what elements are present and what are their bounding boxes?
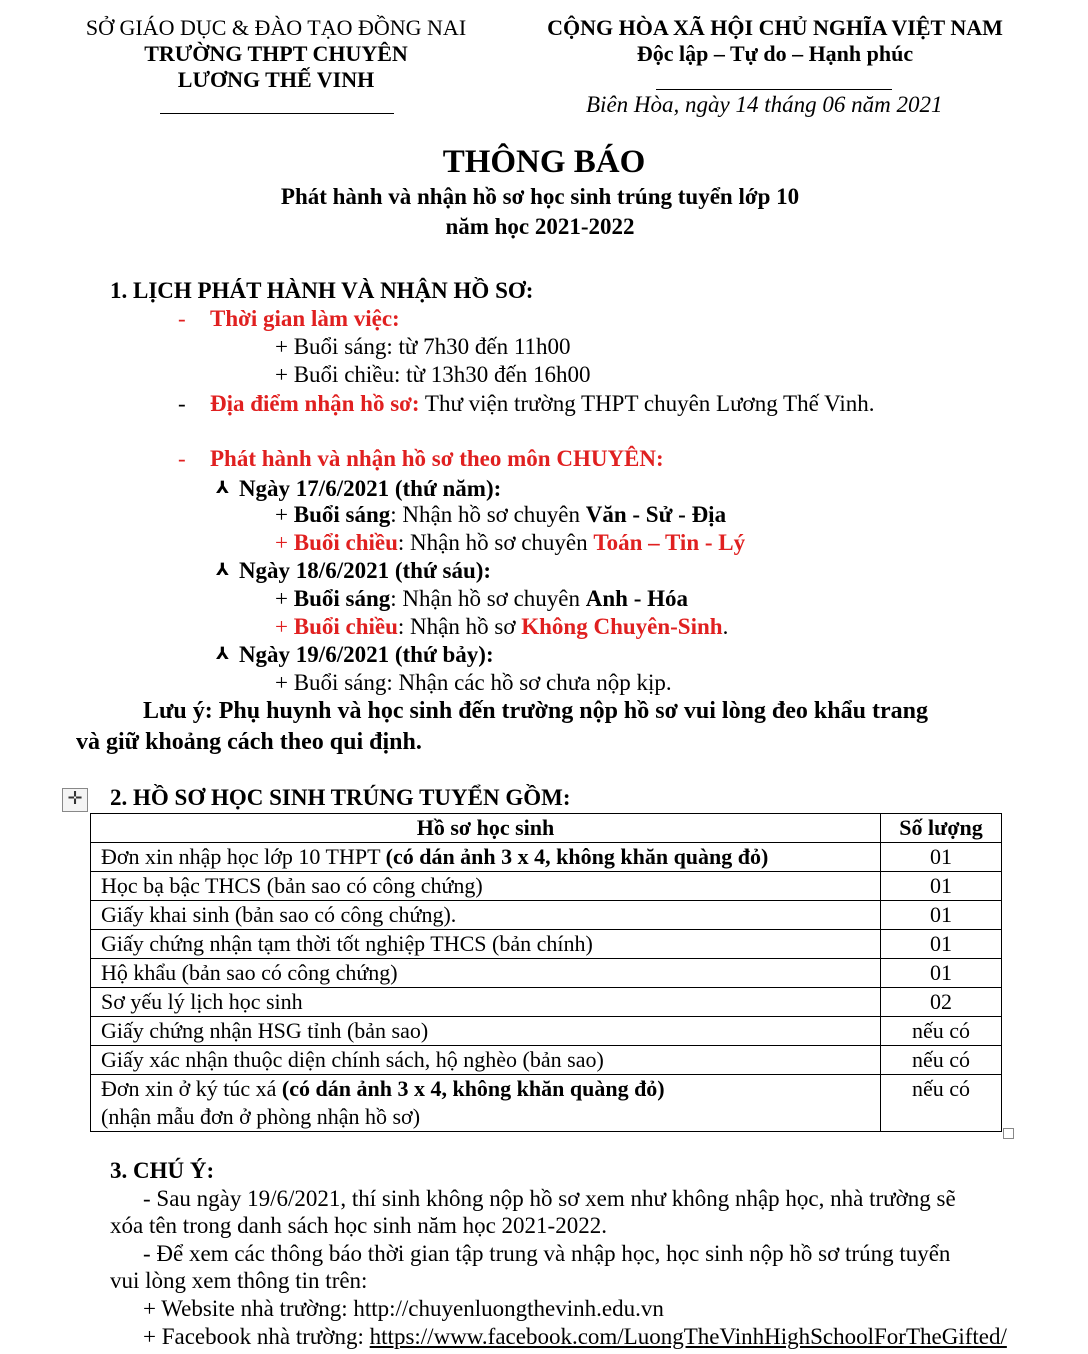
day1-morning-text: : Nhận hồ sơ chuyên xyxy=(390,502,586,527)
table-row xyxy=(91,1046,1002,1075)
document-name: Học bạ bậc THCS (bản sao có công chứng) xyxy=(101,873,483,898)
document-cell xyxy=(91,930,881,959)
notice-p2-line2: vui lòng xem thông tin trên: xyxy=(110,1268,368,1293)
work-time-afternoon: + Buổi chiều: từ 13h30 đến 16h00 xyxy=(275,362,591,387)
document-name: Sơ yếu lý lịch học sinh xyxy=(101,989,303,1014)
day2-afternoon-label: Buổi chiều xyxy=(293,614,398,639)
document-name: Đơn xin ở ký túc xá xyxy=(101,1076,282,1101)
header-left-line3: LƯƠNG THẾ VINH xyxy=(177,67,375,92)
day1-label: Ngày 17/6/2021 (thứ năm): xyxy=(238,476,502,501)
document-cell xyxy=(91,843,881,872)
website-link[interactable]: http://chuyenluongthevinh.edu.vn xyxy=(353,1296,664,1321)
location-value: Thư viện trường THPT chuyên Lương Thế Vinh. xyxy=(419,391,875,416)
table-resize-handle[interactable] xyxy=(1003,1128,1014,1139)
document-note: (có dán ảnh 3 x 4, không khăn quàng đỏ) xyxy=(281,1076,665,1101)
bullet-arrow-icon: ⅄ xyxy=(216,478,229,497)
header-right-line2: Độc lập – Tự do – Hạnh phúc xyxy=(636,41,914,66)
website-label: + Website nhà trường: xyxy=(143,1296,354,1321)
day2-afternoon-period: . xyxy=(722,614,729,639)
notice-p1-line2: xóa tên trong danh sách học sinh năm học 2021-2022. xyxy=(110,1213,607,1238)
day1-afternoon-subjects: Toán – Tin - Lý xyxy=(593,530,746,555)
day2-afternoon-subjects: Không Chuyên-Sinh xyxy=(521,614,723,639)
quantity-cell: nếu có xyxy=(881,1075,1002,1132)
location-line xyxy=(210,391,875,417)
day1-morning xyxy=(275,502,726,528)
column-header-quantity: Số lượng xyxy=(881,814,1002,843)
day2-line xyxy=(216,558,491,584)
table-header-row xyxy=(91,814,1002,843)
quantity-cell: 01 xyxy=(881,959,1002,988)
quantity-cell: 02 xyxy=(881,988,1002,1017)
header-left-rule xyxy=(160,113,394,114)
header-left-line1: SỞ GIÁO DỤC & ĐÀO TẠO ĐỒNG NAI xyxy=(85,15,467,40)
facebook-link[interactable]: https://www.facebook.com/LuongTheVinhHighSchoolForTheGifted/ xyxy=(369,1324,1007,1349)
quantity-cell: 01 xyxy=(881,843,1002,872)
table-row xyxy=(91,959,1002,988)
day1-afternoon-prefix: + xyxy=(275,530,294,555)
table-row xyxy=(91,988,1002,1017)
day3-line xyxy=(216,642,494,668)
documents-table xyxy=(90,813,1002,1132)
notice-p2-line1: - Để xem các thông báo thời gian tập trung và nhập học, học sinh nộp hồ sơ trúng tuyển xyxy=(143,1241,951,1266)
day2-afternoon xyxy=(275,614,728,640)
quantity-cell: 01 xyxy=(881,930,1002,959)
section2-heading: 2. HỒ SƠ HỌC SINH TRÚNG TUYỂN GỒM: xyxy=(110,785,571,810)
bullet-arrow-icon: ⅄ xyxy=(216,560,229,579)
table-row xyxy=(91,843,1002,872)
document-name: Giấy chứng nhận tạm thời tốt nghiệp THCS (bản chính) xyxy=(101,931,593,956)
notice-p1-line1: - Sau ngày 19/6/2021, thí sinh không nộp hồ sơ xem như không nhập học, nhà trường sẽ xyxy=(143,1186,956,1211)
document-cell xyxy=(91,988,881,1017)
work-time-morning: + Buổi sáng: từ 7h30 đến 11h00 xyxy=(275,334,571,359)
document-extra: (nhận mẫu đơn ở phòng nhận hồ sơ) xyxy=(101,1104,421,1129)
document-cell xyxy=(91,901,881,930)
document-name: Giấy xác nhận thuộc diện chính sách, hộ nghèo (bản sao) xyxy=(101,1047,604,1072)
document-name: Giấy chứng nhận HSG tỉnh (bản sao) xyxy=(101,1018,429,1043)
table-row xyxy=(91,1075,1002,1132)
day2-afternoon-prefix: + xyxy=(275,614,294,639)
table-row xyxy=(91,1017,1002,1046)
table-row xyxy=(91,930,1002,959)
day2-label: Ngày 18/6/2021 (thứ sáu): xyxy=(238,558,492,583)
title-sub2: năm học 2021-2022 xyxy=(445,214,635,239)
quantity-cell: 01 xyxy=(881,901,1002,930)
note-line2: và giữ khoảng cách theo qui định. xyxy=(76,729,422,755)
day1-afternoon-text: : Nhận hồ sơ chuyên xyxy=(397,530,594,555)
dash-schedule: - xyxy=(178,446,186,471)
documents-table-body xyxy=(91,843,1002,1132)
title-sub1: Phát hành và nhận hồ sơ học sinh trúng tuyển lớp 10 xyxy=(280,184,800,209)
document-name: Giấy khai sinh (bản sao có công chứng). xyxy=(101,902,457,927)
header-right-line1: CỘNG HÒA XÃ HỘI CHỦ NGHĨA VIỆT NAM xyxy=(547,15,1003,40)
dash-work-time: - xyxy=(178,306,186,331)
day1-morning-subjects: Văn - Sử - Địa xyxy=(585,502,727,527)
day1-afternoon-label: Buổi chiều xyxy=(293,530,398,555)
day1-afternoon xyxy=(275,530,745,556)
quantity-cell: nếu có xyxy=(881,1017,1002,1046)
facebook-label: + Facebook nhà trường: xyxy=(143,1324,370,1349)
header-right-rule xyxy=(656,89,892,90)
header-left-line2: TRƯỜNG THPT CHUYÊN xyxy=(144,41,408,66)
website-line xyxy=(143,1296,664,1322)
day1-morning-label: Buổi sáng xyxy=(293,502,391,527)
bullet-arrow-icon: ⅄ xyxy=(216,644,229,663)
document-note: (có dán ảnh 3 x 4, không khăn quàng đỏ) xyxy=(385,844,769,869)
day2-morning-subjects: Anh - Hóa xyxy=(585,586,688,611)
column-header-documents: Hồ sơ học sinh xyxy=(91,814,881,843)
table-row xyxy=(91,901,1002,930)
day1-morning-prefix: + xyxy=(275,502,294,527)
document-cell xyxy=(91,872,881,901)
day2-morning xyxy=(275,586,688,612)
facebook-line xyxy=(143,1324,1007,1350)
note-line1: Lưu ý: Phụ huynh và học sinh đến trường nộp hồ sơ vui lòng đeo khẩu trang xyxy=(143,698,928,724)
quantity-cell: nếu có xyxy=(881,1046,1002,1075)
schedule-label: Phát hành và nhận hồ sơ theo môn CHUYÊN: xyxy=(210,446,664,471)
document-cell xyxy=(91,959,881,988)
document-name: Đơn xin nhập học lớp 10 THPT xyxy=(101,844,386,869)
page-title: THÔNG BÁO xyxy=(442,144,646,180)
section1-heading: 1. LỊCH PHÁT HÀNH VÀ NHẬN HỒ SƠ: xyxy=(110,278,534,303)
day3-morning: + Buổi sáng: Nhận các hồ sơ chưa nộp kịp. xyxy=(275,670,672,695)
section3-heading: 3. CHÚ Ý: xyxy=(110,1158,215,1183)
day3-label: Ngày 19/6/2021 (thứ bảy): xyxy=(238,642,494,667)
location-label: Địa điểm nhận hồ sơ: xyxy=(210,391,420,416)
quantity-cell: 01 xyxy=(881,872,1002,901)
document-name: Hộ khẩu (bản sao có công chứng) xyxy=(101,960,398,985)
day2-morning-text: : Nhận hồ sơ chuyên xyxy=(390,586,586,611)
document-date: Biên Hòa, ngày 14 tháng 06 năm 2021 xyxy=(586,92,943,117)
day2-morning-label: Buổi sáng xyxy=(293,586,391,611)
table-move-icon[interactable]: ✛ xyxy=(62,788,88,812)
work-time-label: Thời gian làm việc: xyxy=(210,306,400,331)
table-row xyxy=(91,872,1002,901)
day2-afternoon-text: : Nhận hồ sơ xyxy=(397,614,522,639)
day2-morning-prefix: + xyxy=(275,586,294,611)
document-cell xyxy=(91,1017,881,1046)
day1-line xyxy=(216,476,501,502)
dash-location: - xyxy=(178,391,186,416)
document-cell xyxy=(91,1046,881,1075)
document-cell xyxy=(91,1075,881,1132)
